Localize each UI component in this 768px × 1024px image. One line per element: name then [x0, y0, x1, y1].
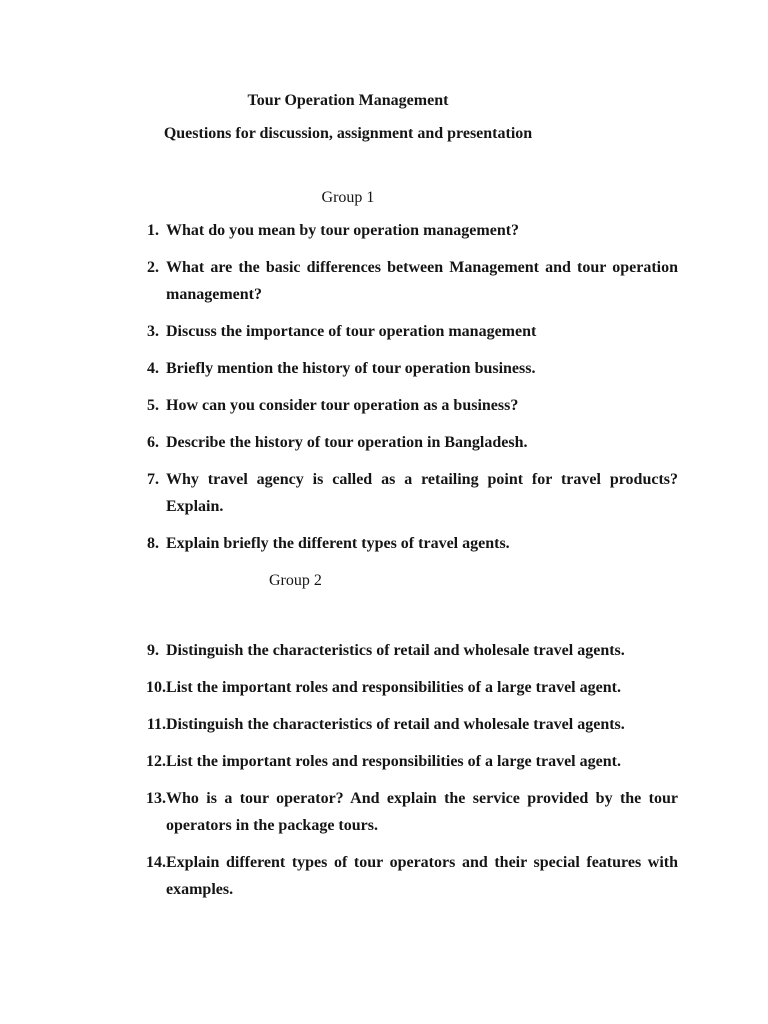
question-number: 2. [147, 259, 159, 276]
question-number: 12. [146, 753, 166, 770]
question-text: Why travel agency is called as a retailing point for travel products? Explain. [166, 471, 678, 515]
question-item [147, 392, 678, 419]
question-item [147, 217, 678, 244]
document-title: Tour Operation Management [247, 92, 449, 109]
question-text: How can you consider tour operation as a business? [166, 397, 519, 414]
question-text: Discuss the importance of tour operation management [166, 323, 537, 340]
question-number: 3. [147, 323, 159, 340]
question-text: Explain briefly the different types of travel agents. [166, 535, 510, 552]
question-number: 13. [146, 790, 166, 807]
question-text: What do you mean by tour operation management? [166, 222, 520, 239]
group-2-question-list [146, 637, 678, 903]
question-item [147, 466, 678, 520]
question-number: 1. [147, 222, 159, 239]
question-item [147, 530, 678, 557]
question-text: Distinguish the characteristics of retail and wholesale travel agents. [166, 716, 625, 733]
question-item [147, 355, 678, 382]
question-item [146, 674, 678, 701]
question-item [147, 318, 678, 345]
group-2-heading: Group 2 [269, 572, 322, 589]
question-number: 5. [147, 397, 159, 414]
question-number: 6. [147, 434, 159, 451]
question-text: What are the basic differences between Management and tour operation management? [166, 259, 678, 303]
question-text: Briefly mention the history of tour operation business. [166, 360, 536, 377]
question-number: 8. [147, 535, 159, 552]
question-number: 9. [147, 642, 159, 659]
question-text: Distinguish the characteristics of retail and wholesale travel agents. [166, 642, 625, 659]
question-text: Describe the history of tour operation in Bangladesh. [166, 434, 528, 451]
question-number: 14. [146, 854, 166, 871]
question-text: Explain different types of tour operators and their special features with examples. [166, 854, 678, 898]
question-item [147, 637, 678, 664]
question-number: 11. [146, 716, 166, 733]
question-item [146, 748, 678, 775]
question-number: 10. [146, 679, 166, 696]
document-subtitle: Questions for discussion, assignment and presentation [163, 125, 533, 142]
question-text: Who is a tour operator? And explain the service provided by the tour operators in the package tours. [166, 790, 678, 834]
question-number: 7. [147, 471, 159, 488]
question-number: 4. [147, 360, 159, 377]
group-1-question-list [147, 217, 678, 557]
question-item [146, 785, 678, 839]
question-item [147, 429, 678, 456]
question-item [147, 254, 678, 308]
question-item [146, 849, 678, 903]
group-1-heading: Group 1 [321, 189, 375, 206]
question-item [146, 711, 678, 738]
question-text: List the important roles and responsibilities of a large travel agent. [166, 753, 621, 770]
question-text: List the important roles and responsibilities of a large travel agent. [166, 679, 621, 696]
